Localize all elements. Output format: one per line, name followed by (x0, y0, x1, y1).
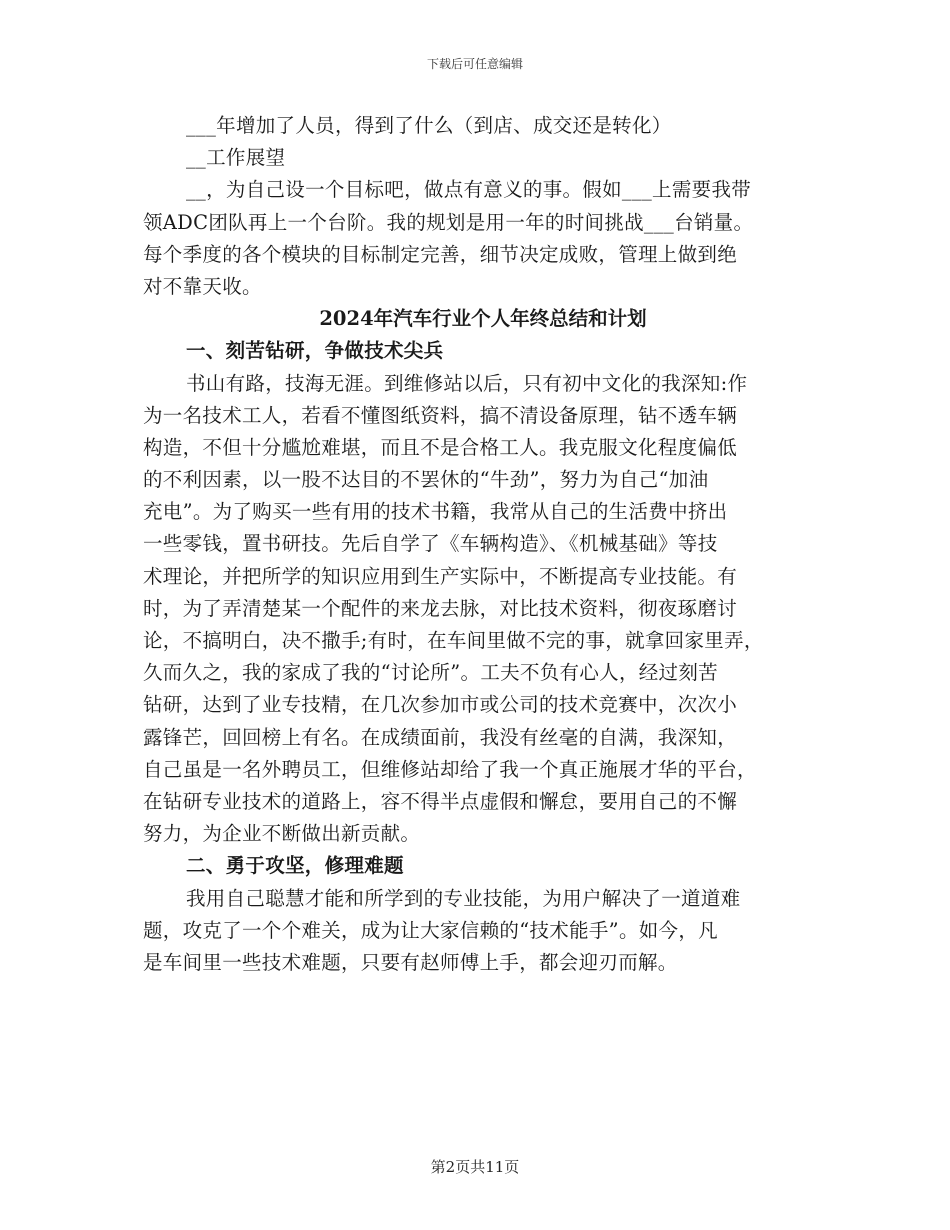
body-line: 构造，不但十分尴尬难堪，而且不是合格工人。我克服文化程度偏低 (143, 435, 738, 459)
body-line: 钻研，达到了业专技精，在几次参加市或公司的技术竞赛中，次次小 (143, 693, 738, 717)
body-line: 题，攻克了一个个难关，成为让大家信赖的“技术能手”。如今，凡 (143, 918, 718, 942)
body-line: 是车间里一些技术难题，只要有赵师傅上手，都会迎刃而解。 (143, 950, 678, 974)
body-line: 我用自己聪慧才能和所学到的专业技能，为用户解决了一道道难 (186, 886, 741, 910)
body-line: __工作展望 (186, 146, 286, 170)
body-line: 在钻研专业技术的道路上，容不得半点虚假和懈怠，要用自己的不懈 (143, 789, 738, 813)
document-body (143, 110, 803, 979)
body-line: 论，不搞明白，决不撒手;有时，在车间里做不完的事，就拿回家里弄， (143, 629, 764, 652)
body-line: 每个季度的各个模块的目标制定完善，细节决定成败，管理上做到绝 (143, 242, 738, 266)
body-line: 自己虽是一名外聘员工，但维修站却给了我一个真正施展才华的平台， (143, 757, 757, 781)
document-title: 2024年汽车行业个人年终总结和计划 (319, 307, 647, 331)
body-line: 充电”。为了购买一些有用的技术书籍，我常从自己的生活费中挤出 (143, 500, 728, 524)
body-line: 术理论，并把所学的知识应用到生产实际中，不断提高专业技能。有 (143, 564, 738, 588)
body-line: 时，为了弄清楚某一个配件的来龙去脉，对比技术资料，彻夜琢磨讨 (143, 596, 738, 620)
page-header: 下载后可任意编辑 (426, 57, 523, 71)
body-line: 书山有路，技海无涯。到维修站以后，只有初中文化的我深知:作 (186, 371, 748, 395)
body-line: 领ADC团队再上一个台阶。我的规划是用一年的时间挑战___台销量。 (143, 210, 754, 234)
body-line: __，为自己设一个目标吧，做点有意义的事。假如___上需要我带 (186, 178, 752, 202)
page-footer: 第2页共11页 (430, 1158, 520, 1176)
body-line: 努力，为企业不断做出新贡献。 (143, 822, 421, 846)
body-line: 对不靠天收。 (143, 274, 262, 298)
body-line: 露锋芒，回回榜上有名。在成绩面前，我没有丝毫的自满，我深知， (143, 725, 738, 749)
body-line: ___年增加了人员，得到了什么（到店、成交还是转化） (186, 114, 672, 137)
section-heading: 一、刻苦钻研，争做技术尖兵 (186, 339, 444, 363)
body-line: 久而久之，我的家成了我的“讨论所”。工夫不负有心人，经过刻苦 (143, 661, 718, 685)
section-heading: 二、勇于攻坚，修理难题 (186, 854, 404, 878)
body-line: 为一名技术工人，若看不懂图纸资料，搞不清设备原理，钻不透车辆 (143, 403, 738, 427)
body-line: 一些零钱，置书研技。先后自学了《车辆构造》、《机械基础》等技 (143, 532, 718, 556)
body-line: 的不利因素，以一股不达目的不罢休的“牛劲”，努力为自己“加油 (143, 468, 709, 492)
